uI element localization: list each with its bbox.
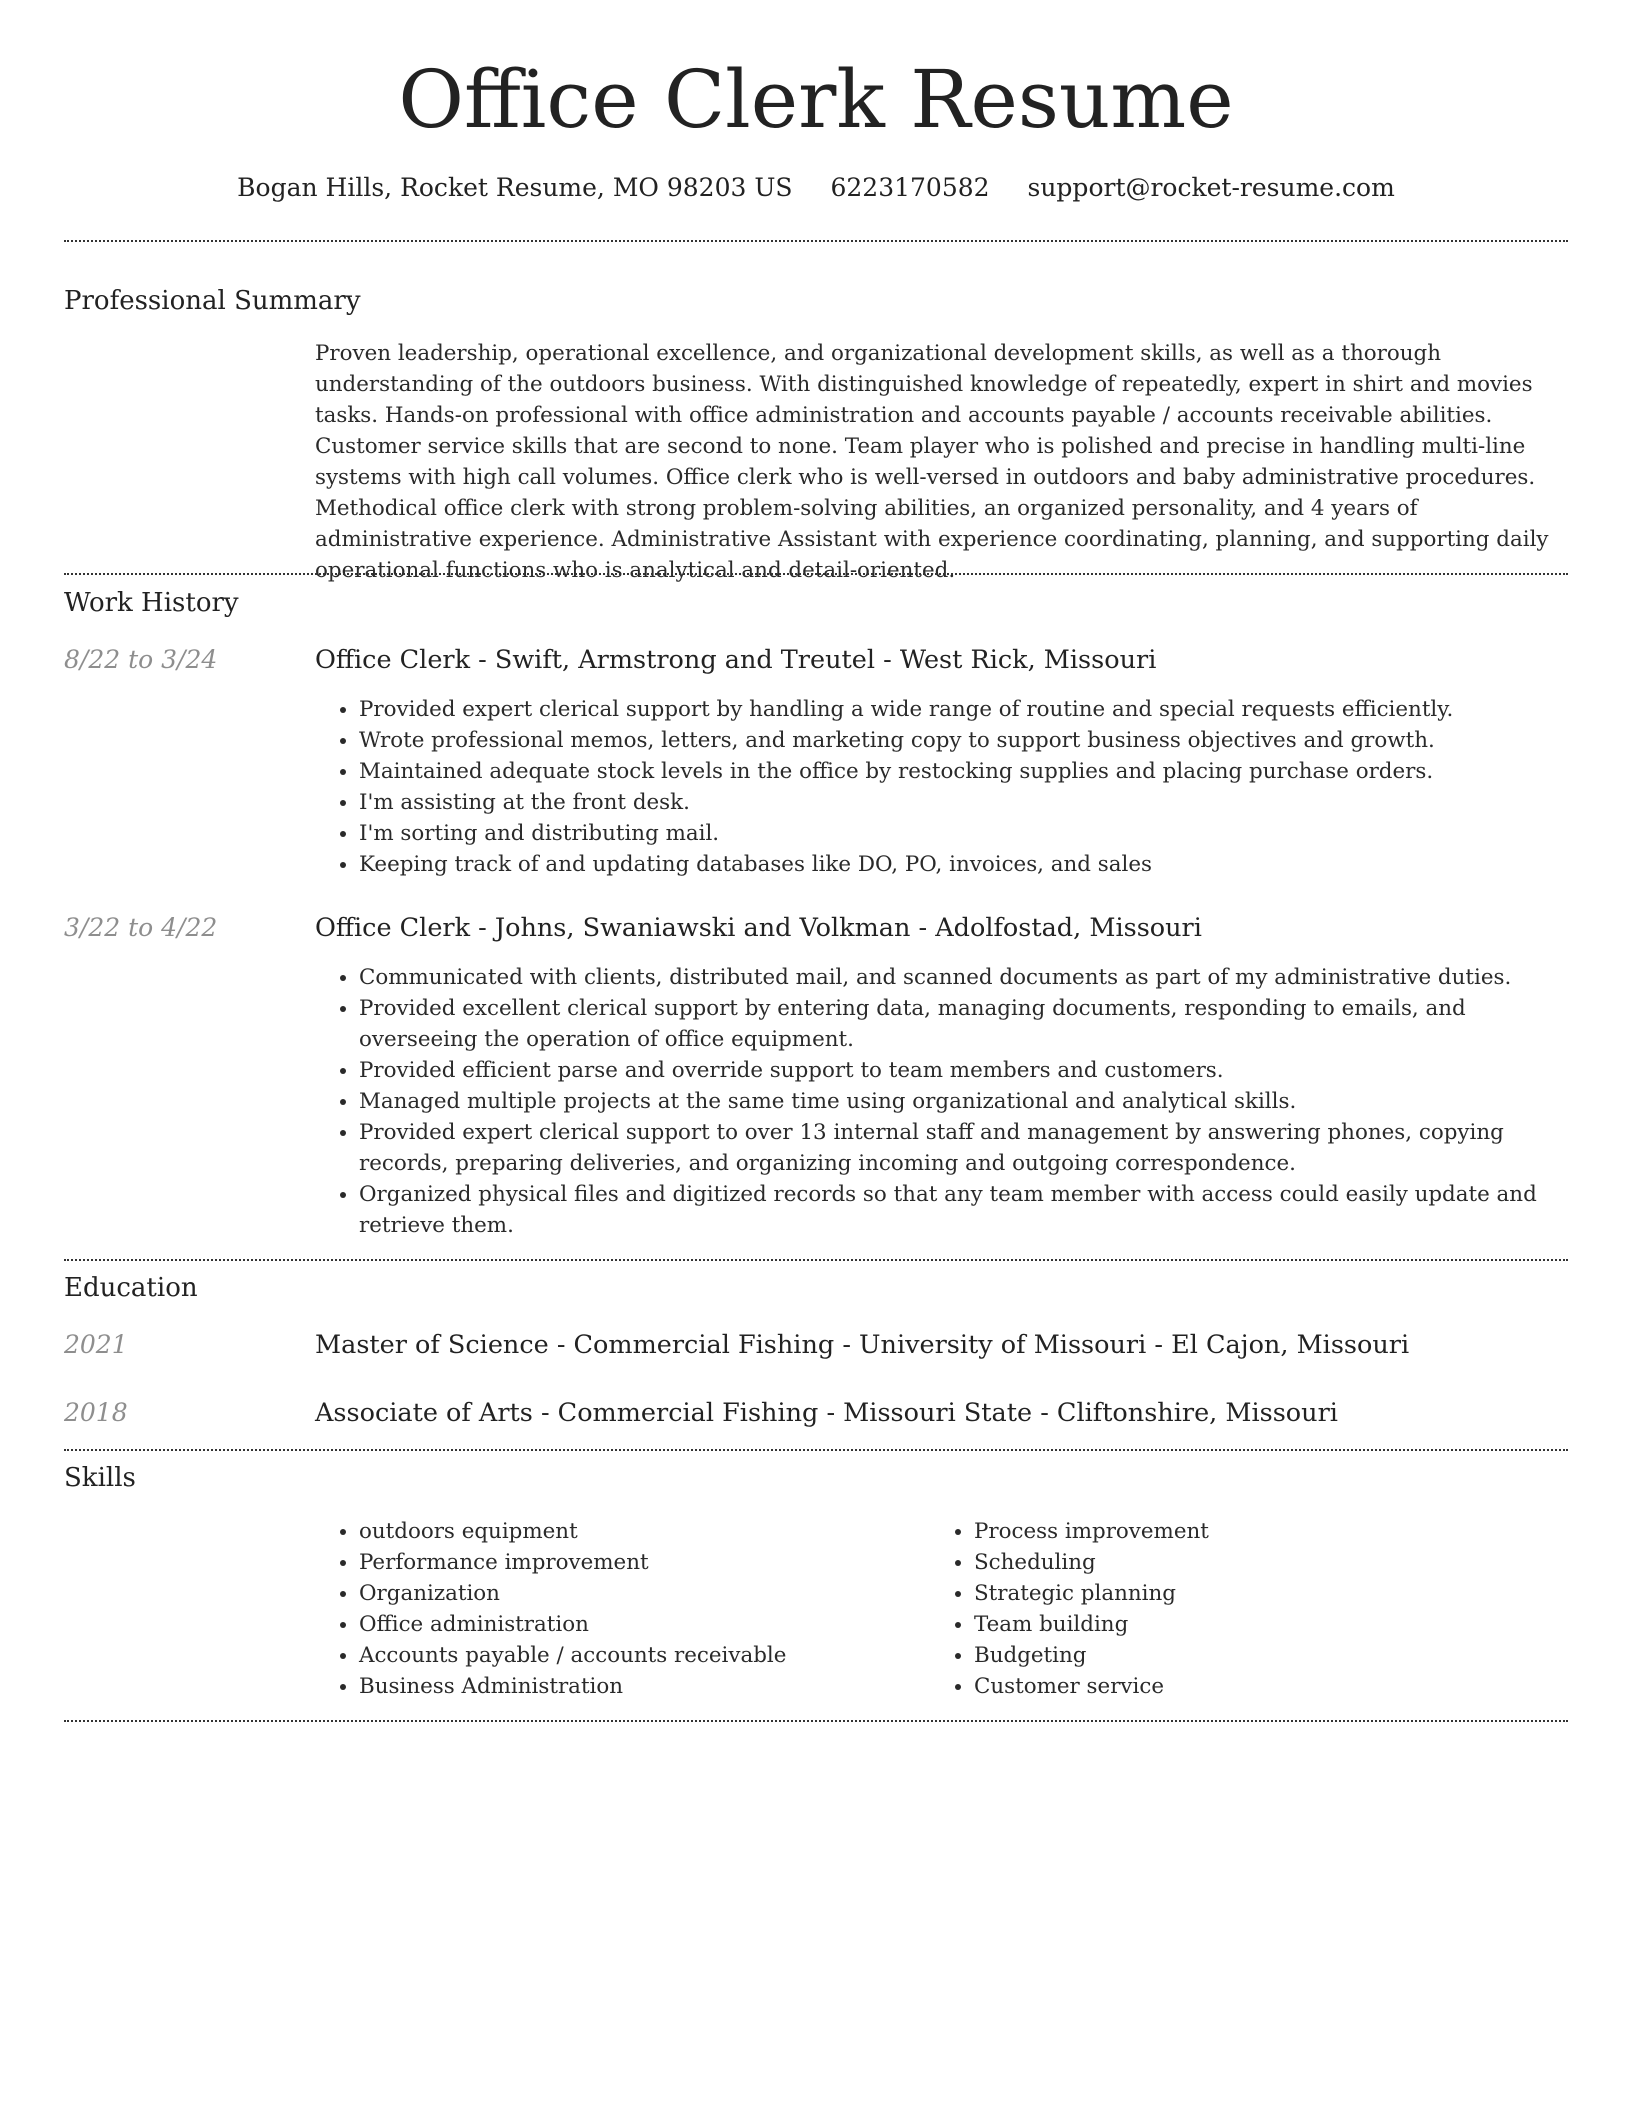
education-title: Associate of Arts - Commercial Fishing - Missouri State - Cliftonshire, Missouri	[315, 1398, 1338, 1428]
job-title: Office Clerk - Swift, Armstrong and Treutel - West Rick, Missouri	[315, 645, 1157, 675]
job-bullets	[315, 694, 1565, 880]
list-item: • Organized physical files and digitized records so that any team member with access could easily update and retrieve them.	[359, 1179, 1565, 1241]
list-item: • Provided expert clerical support by handling a wide range of routine and special requests efficiently.	[359, 694, 1565, 725]
contact-line	[0, 168, 1632, 208]
section-title-work-history: Work History	[64, 588, 239, 618]
divider	[64, 1259, 1568, 1261]
divider	[64, 573, 1568, 575]
job-title: Office Clerk - Johns, Swaniawski and Volkman - Adolfostad, Missouri	[315, 913, 1202, 943]
skill-item: • Team building	[974, 1609, 1530, 1640]
skill-item: • Scheduling	[974, 1547, 1530, 1578]
list-item: • Provided expert clerical support to over 13 internal staff and management by answering phones, copying records, preparing deliveries, and organizing incoming and outgoing correspondence.	[359, 1117, 1565, 1179]
education-year: 2018	[64, 1398, 128, 1427]
list-item: • I'm sorting and distributing mail.	[359, 818, 1565, 849]
skill-item: • Organization	[359, 1578, 915, 1609]
resume-title: Office Clerk Resume	[398, 53, 1234, 146]
skill-item: • Office administration	[359, 1609, 915, 1640]
section-title-education: Education	[64, 1273, 198, 1303]
skills-list-left	[315, 1516, 915, 1702]
summary-text: Proven leadership, operational excellence, and organizational development skills, as well as a thorough understanding of the outdoors business. With distinguished knowledge of repeatedly, expert in shirt and movies tasks. Hands-on professional with office administration and accounts payable / accounts receivable abilities. Customer service skills that are second to none. Team player who is polished and precise in handling multi-line systems with high call volumes. Office clerk who is well-versed in outdoors and baby administrative procedures. Methodical office clerk with strong problem-solving abilities, an organized personality, and 4 years of administrative experience. Administrative Assistant with experience coordinating, planning, and supporting daily operational functions who is analytical and detail-oriented.	[315, 341, 1549, 583]
education-title: Master of Science - Commercial Fishing - University of Missouri - El Cajon, Missouri	[315, 1330, 1410, 1360]
divider	[64, 240, 1568, 242]
skill-item: • Customer service	[974, 1671, 1530, 1702]
list-item: • Wrote professional memos, letters, and marketing copy to support business objectives and growth.	[359, 725, 1565, 756]
education-year: 2021	[64, 1330, 128, 1359]
skill-item: • Business Administration	[359, 1671, 915, 1702]
job-dates: 8/22 to 3/24	[64, 645, 218, 674]
skill-item: • Budgeting	[974, 1640, 1530, 1671]
list-item: • Communicated with clients, distributed mail, and scanned documents as part of my administrative duties.	[359, 962, 1565, 993]
section-title-summary: Professional Summary	[64, 286, 361, 316]
list-item: • I'm assisting at the front desk.	[359, 787, 1565, 818]
list-item: • Keeping track of and updating databases like DO, PO, invoices, and sales	[359, 849, 1565, 880]
skills-list-right	[930, 1516, 1530, 1702]
divider	[64, 1720, 1568, 1722]
list-item: • Provided excellent clerical support by entering data, managing documents, responding to emails, and overseeing the operation of office equipment.	[359, 993, 1565, 1055]
section-title-skills: Skills	[64, 1463, 136, 1493]
job-dates: 3/22 to 4/22	[64, 913, 218, 942]
divider	[64, 1449, 1568, 1451]
skill-item: • Strategic planning	[974, 1578, 1530, 1609]
skill-item: • Performance improvement	[359, 1547, 915, 1578]
job-bullets	[315, 962, 1565, 1241]
skill-item: • Process improvement	[974, 1516, 1530, 1547]
contact-email: support@rocket-resume.com	[1027, 173, 1395, 202]
contact-phone: 6223170582	[830, 173, 990, 202]
list-item: • Maintained adequate stock levels in the office by restocking supplies and placing purchase orders.	[359, 756, 1565, 787]
list-item: • Provided efficient parse and override support to team members and customers.	[359, 1055, 1565, 1086]
skill-item: • outdoors equipment	[359, 1516, 915, 1547]
list-item: • Managed multiple projects at the same time using organizational and analytical skills.	[359, 1086, 1565, 1117]
contact-address: Bogan Hills, Rocket Resume, MO 98203 US	[237, 173, 793, 202]
skill-item: • Accounts payable / accounts receivable	[359, 1640, 915, 1671]
